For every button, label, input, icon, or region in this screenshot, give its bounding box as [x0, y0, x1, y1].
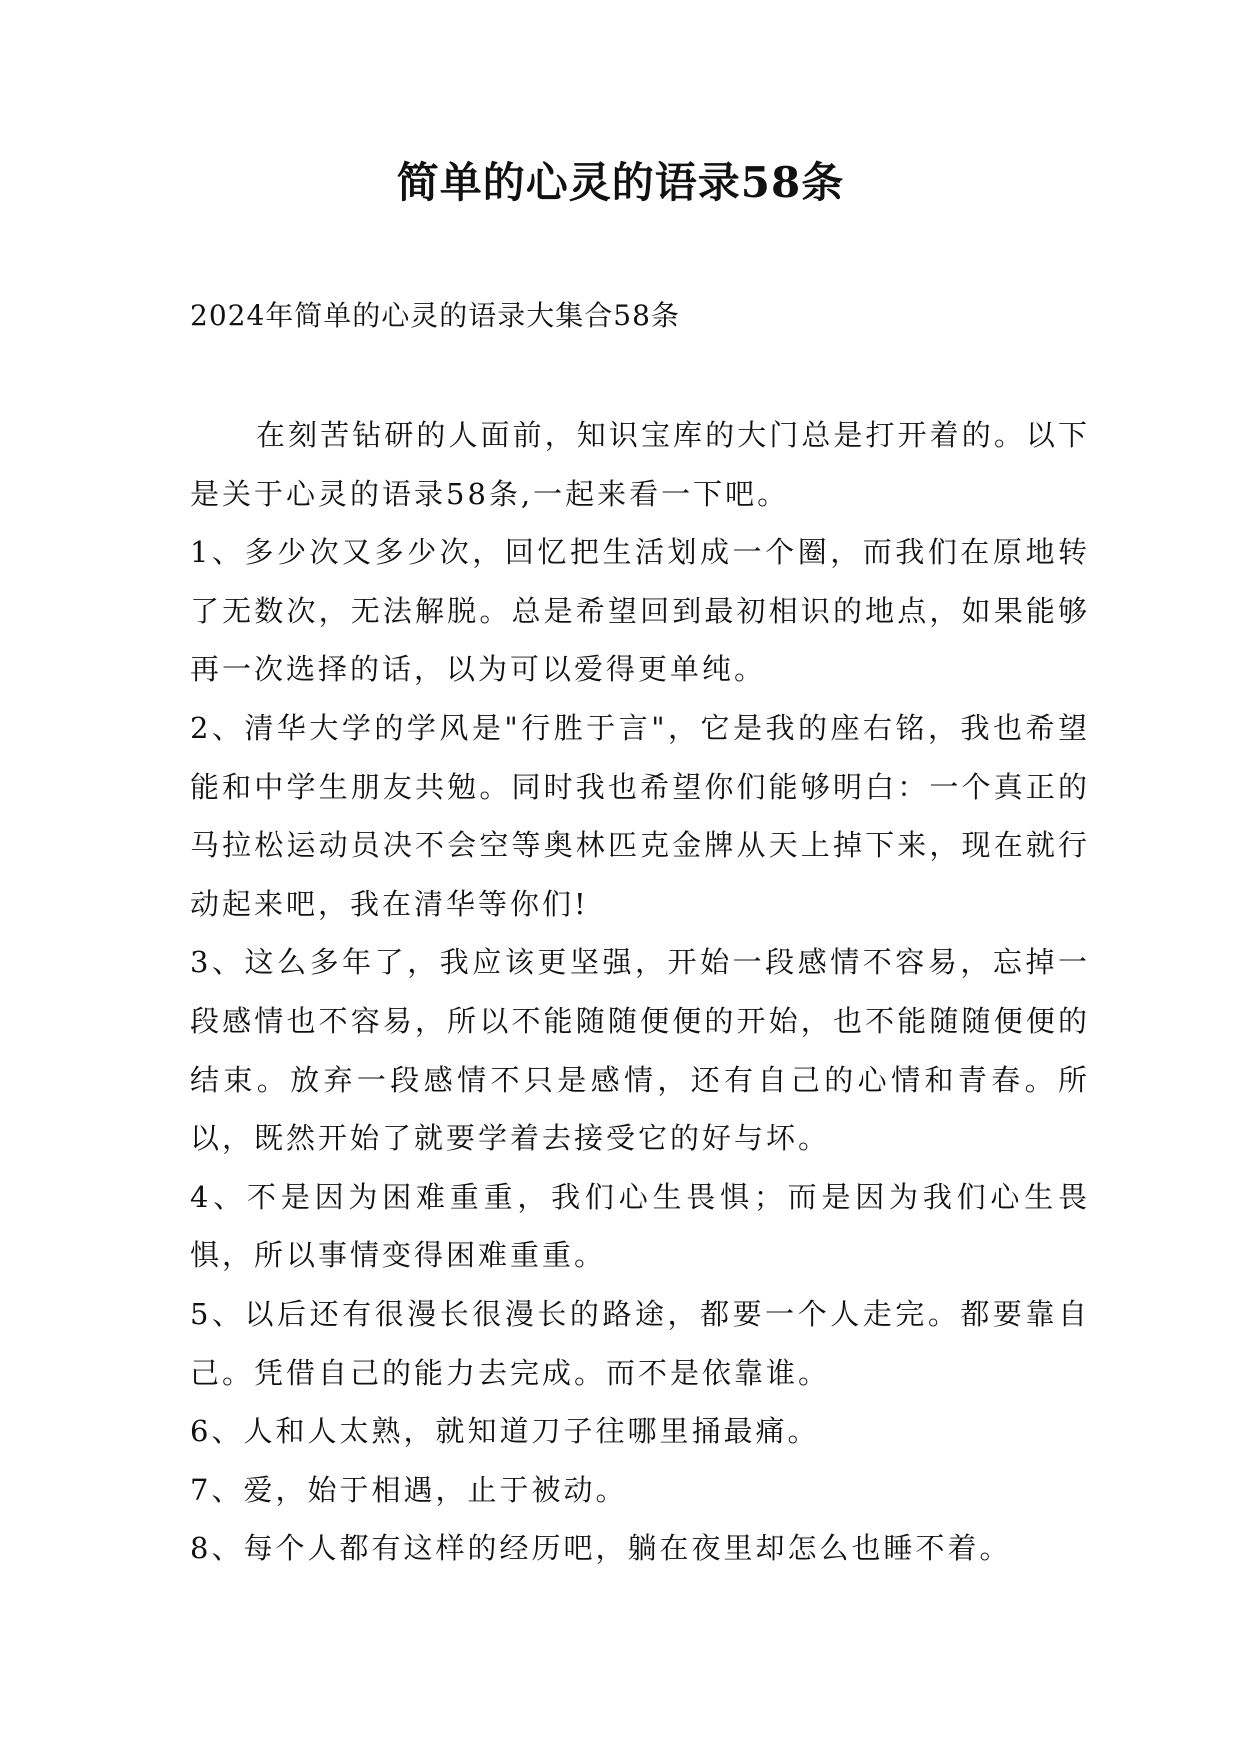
quote-item-8: 8、每个人都有这样的经历吧，躺在夜里却怎么也睡不着。: [190, 1531, 1012, 1566]
document-body: [190, 406, 1090, 1578]
quote-item-6: 6、人和人太熟，就知道刀子往哪里捅最痛。: [190, 1414, 820, 1449]
quote-item-2: 2、清华大学的学风是"行胜于言"，它是我的座右铭，我也希望能和中学生朋友共勉。同时我也希望你们能够明白：一个真正的马拉松运动员决不会空等奥林匹克金牌从天上掉下来，现在就行动起来吧，我在清华等你们!: [190, 710, 1090, 921]
quote-item-7: 7、爱，始于相遇，止于被动。: [190, 1472, 628, 1507]
document-subtitle: 2024年简单的心灵的语录大集合58条: [190, 299, 680, 332]
document-title: 简单的心灵的语录58条: [396, 158, 845, 207]
quote-item-5: 5、以后还有很漫长很漫长的路途，都要一个人走完。都要靠自己。凭借自己的能力去完成。而不是依靠谁。: [190, 1296, 1090, 1390]
quote-item-1: 1、多少次又多少次，回忆把生活划成一个圈，而我们在原地转了无数次，无法解脱。总是希望回到最初相识的地点，如果能够再一次选择的话，以为可以爱得更单纯。: [190, 535, 1090, 687]
intro-paragraph: 在刻苦钻研的人面前，知识宝库的大门总是打开着的。以下是关于心灵的语录58条,一起来看一下吧。: [190, 418, 1090, 511]
quote-item-3: 3、这么多年了，我应该更坚强，开始一段感情不容易，忘掉一段感情也不容易，所以不能随随便便的开始，也不能随随便便的结束。放弃一段感情不只是感情，还有自己的心情和青春。所以，既然开始了就要学着去接受它的好与坏。: [190, 945, 1090, 1156]
quote-item-4: 4、不是因为困难重重，我们心生畏惧；而是因为我们心生畏惧，所以事情变得困难重重。: [190, 1179, 1090, 1273]
